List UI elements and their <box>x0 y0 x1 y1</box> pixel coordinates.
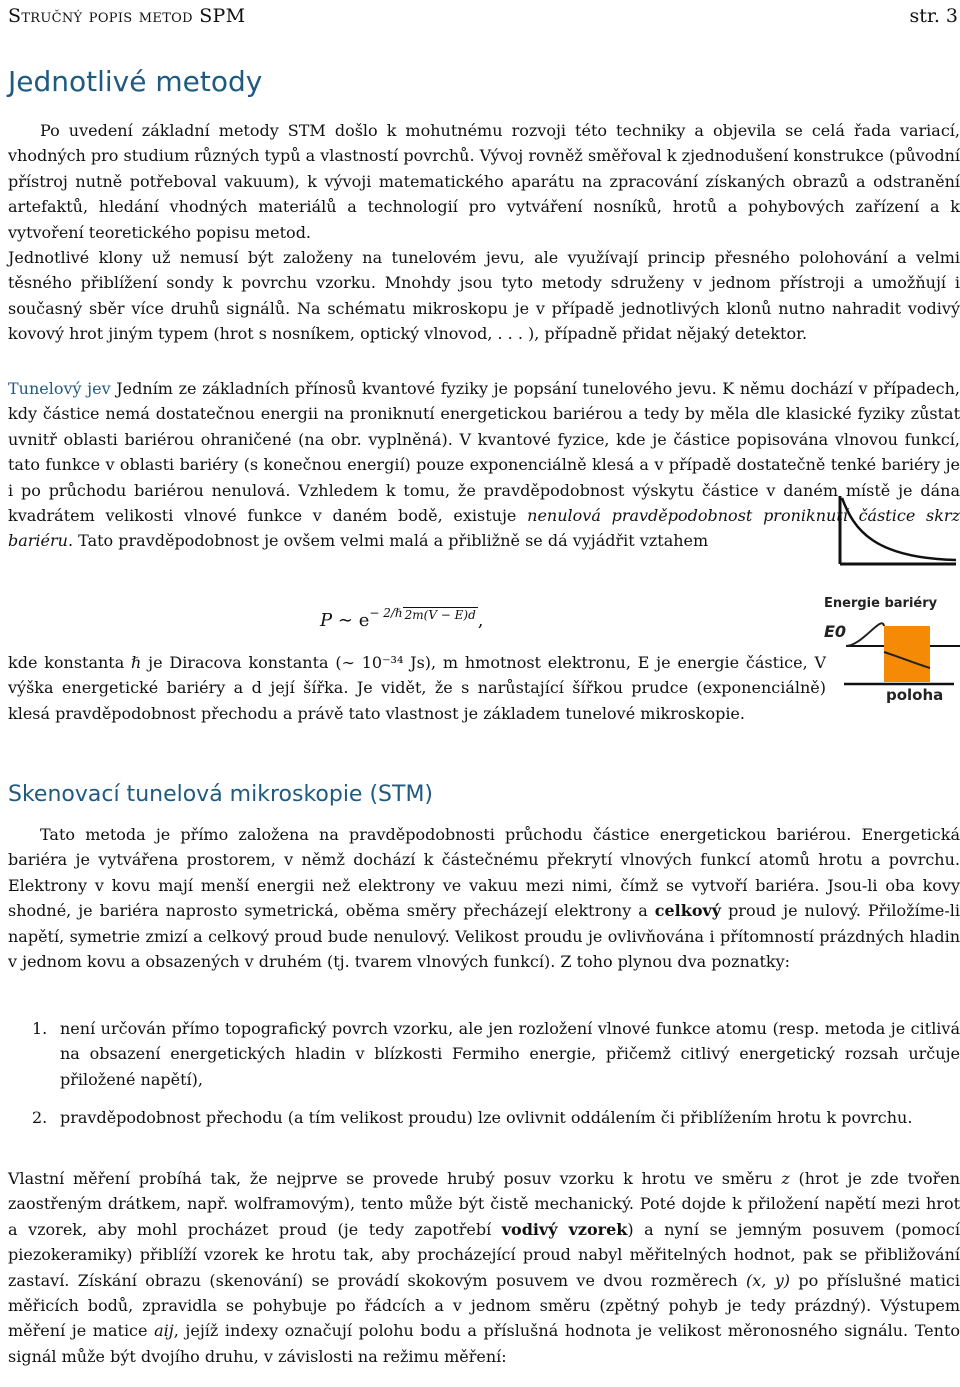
page-number: str. 3 <box>909 5 958 27</box>
methods-paragraph-2: Jednotlivé klony už nemusí být založeny na tunelovém jevu, ale využívají princip přesného polohování a velmi těsného přiblížení sondy k povrchu vzorku. Mnohdy jsou tyto metody sdruženy v jednom přístroji a umožňují i současný sběr více druhů signálů. Na schématu mikroskopu je v případě jednotlivých klonů nutno nahradit vodivý kovový hrot jiným typem (hrot s nosníkem, optický vlnovod, . . . ), případně přidat nějaký detektor. <box>8 248 960 344</box>
barrier-label-energy: Energie bariéry <box>824 596 938 611</box>
header-title: Stručný popis metod SPM <box>8 5 246 27</box>
barrier-label-e0: E0 <box>824 622 847 641</box>
decay-curve <box>842 498 956 560</box>
stm-p2-z: z <box>781 1169 790 1188</box>
stm-p2 <box>8 1166 960 1369</box>
formula-tail: , <box>477 610 484 631</box>
methods-paragraphs <box>8 118 960 347</box>
stm-p2-xy: (x, y) <box>746 1270 791 1290</box>
list-item-number: 2. <box>32 1108 48 1128</box>
formula-root: 2m(V − E)d <box>404 608 476 622</box>
stm-p2-a: Vlastní měření probíhá tak, že nejprve se provede hrubý posuv vzorku k hrotu ve směru <box>8 1169 782 1188</box>
section-title-stm: Skenovací tunelová mikroskopie (STM) <box>8 782 434 807</box>
barrier-label-position: poloha <box>886 686 944 704</box>
formula-exponent: − 2/ℏ <box>369 606 403 620</box>
list-item-text: pravděpodobnost přechodu (a tím velikost proudu) lze ovlivnit oddálením či přiblížením hrotu k povrchu. <box>60 1108 913 1128</box>
tunnel-text-1: Jedním ze základních přínosů kvantové fyziky je popsání tunelového jevu. K němu dochází v případech, kdy částice nemá dostatečnou energii na proniknutí energetickou bariérou a tedy by měla dle klasické fyziky zůstat uvnitř oblasti bariérou ohraničené (na obr. vyplněná). V kvantové fyzice, kde je částice popisována vlnovou funkcí, tato funkce v oblasti bariéry (s konečnou energií) pouze exponenciálně klesá a v případě dostatečně tenké bariéry je i po průchodu bariérou nenulová. Vzhledem k tomu, že pravděpodobnost výskytu částice v daném místě je dána kvadrátem velikosti vlnové funkce v daném bodě, existuje <box>8 379 960 526</box>
tunnel-paragraph <box>8 376 960 554</box>
formula-p: P <box>320 610 333 631</box>
barrier-figure <box>822 594 960 710</box>
tunnel-after-paragraph <box>8 650 826 726</box>
list-item <box>32 1016 960 1092</box>
methods-paragraph-1: Po uvedení základní metody STM došlo k mohutnému rozvoji této techniky a objevila se celá řada variací, vhodných pro studium různých typů a vlastností povrchů. Vývoj rovněž směřoval k zjednodušení konstrukce (původní přístroj nutně potřeboval vakuum), k vývoji matematického aparátu na zpracování získaných obrazů a odstranění artefaktů, hledání vhodných materiálů a technologií pro vytváření nosníků, hrotů a pohybových zařízení a k vytvoření teoretického popisu metod. <box>8 121 960 242</box>
stm-p1-bold: celkový <box>654 901 722 921</box>
stm-p1-a: Tato metoda je přímo založena na pravděpodobnosti průchodu částice energetickou bariérou. Energetická bariéra je vytvářena prostorem, v němž dochází k částečnému překrytí vlnových funkcí atomů hrotu a povrchu. Elektrony v kovu mají menší energii než elektrony ve vakuu mezi nimi, čímž se vytvoří bariéra. Jsou-li oba kovy shodné, je bariéra naprosto symetrická, oběma směry přecházejí elektrony a <box>8 825 960 921</box>
stm-p1-c: proud je nulový. Přiložíme-li napětí, symetrie zmizí a celkový proud bude nenulový. Velikost proudu je ovlivňována i přítomností prázdných hladin v jednom kovu a obsazených v druhém (tj. tvarem vlnových funkcí). Z toho plynou dva poznatky: <box>8 901 960 972</box>
stm-p2-f: , jejíž indexy označují polohu bodu a příslušná hodnota je velikost měronosného signálu. Tento signál může být dvojího druhu, v závislosti na režimu měření: <box>8 1321 960 1366</box>
tunnel-lead: Tunelový jev <box>8 379 111 398</box>
stm-p2-aij: aij <box>154 1321 174 1341</box>
tunnel-italic: nenulová pravděpodobnost proniknutí částice skrz bariéru <box>8 506 960 551</box>
formula-sim: ∼ <box>337 610 353 631</box>
stm-p2-e: po příslušné matici měřicích bodů, zpravidla se pohybuje po řádcích a v jednom směru (zpětný pohyb je tedy prázdný). Výstupem měření je matice <box>8 1270 960 1341</box>
stm-findings-list <box>32 1016 960 1131</box>
stm-p2-d: ) a nyní se jemným posuvem (pomocí piezokeramiky) přiblíží vzorek ke hrotu tak, aby procházející proud nabyl měřitelných hodnot, pak se přibližování zastaví. Získání obrazu (skenování) se provádí skokovým posuvem ve dvou rozměrech <box>8 1219 960 1290</box>
running-header <box>8 4 960 28</box>
stm-paragraph-2 <box>8 1166 960 1369</box>
stm-paragraph-1 <box>8 822 960 974</box>
list-item-text: není určován přímo topografický povrch vzorku, ale jen rozložení vlnové funkce atomu (resp. metoda je citlivá na obsazení energetických hladin v blízkosti Fermiho energie, přičemž citlivý energetický rozsah určuje přiložené napětí), <box>60 1019 960 1089</box>
stm-p2-b: (hrot je zde tvořen zaostřeným drátkem, např. wolframovým), tento může být čistě mechanický. Poté dojde k přiložení napětí mezi hrot a vzorek, aby mohl procházet proud (je tedy zapotřebí <box>8 1169 960 1239</box>
tunnel-paragraph-top <box>8 376 960 554</box>
list-item-number: 1. <box>32 1019 48 1038</box>
stm-p2-bold: vodivý vzorek <box>501 1219 628 1239</box>
section-title-methods: Jednotlivé metody <box>8 65 263 98</box>
tunnel-text-2: . Tato pravděpodobnost je ovšem velmi malá a přibližně se dá vyjádřit vztahem <box>67 531 709 551</box>
stm-p1 <box>8 822 960 974</box>
list-item <box>32 1105 960 1130</box>
tunnel-after: kde konstanta ℏ je Diracova konstanta (∼ 10⁻³⁴ Js), m hmotnost elektronu, E je energie částice, V výška energetické bariéry a d její šířka. Je vidět, že s narůstající šířkou prudce (exponenciálně) klesá pravděpodobnost přechodu a právě tato vlastnost je základem tunelové mikroskopie. <box>8 653 826 723</box>
decay-graph <box>834 490 960 570</box>
tunnel-formula <box>320 598 484 636</box>
formula-e: e <box>358 610 370 631</box>
